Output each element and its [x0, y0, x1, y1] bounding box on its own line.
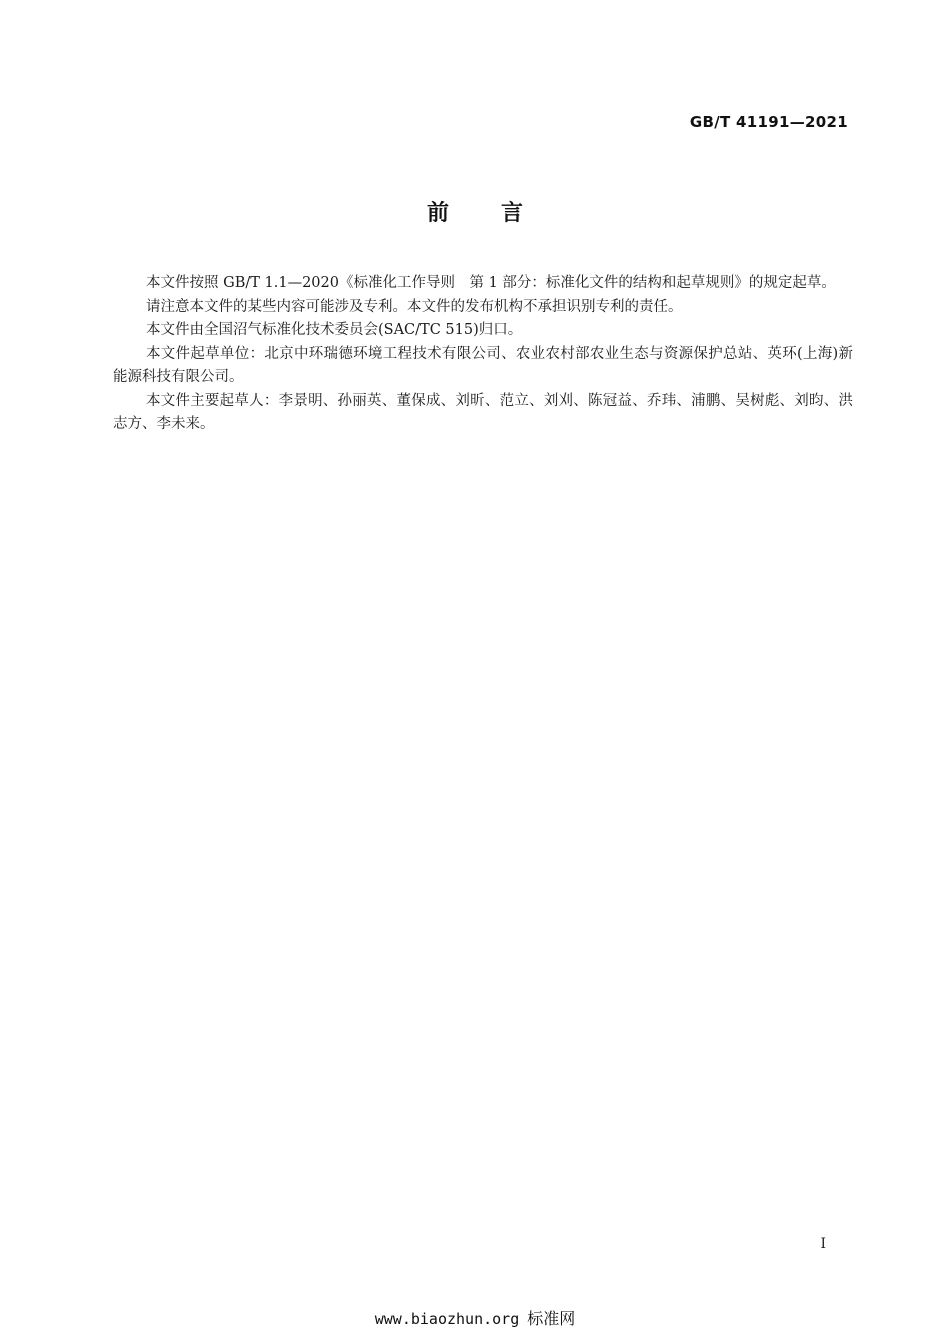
page-title: 前言: [426, 201, 575, 226]
standard-code: GB/T 41191—2021: [689, 113, 848, 131]
footer-url-link[interactable]: www.biaozhun.org: [374, 1310, 520, 1328]
page-number: I: [820, 1236, 826, 1252]
paragraph-drafting-rules: 本文件按照 GB/T 1.1—2020《标准化工作导则 第 1 部分：标准化文件的结构和起草规则》的规定起草。: [146, 275, 836, 291]
footer-site-name: 标准网: [527, 1309, 576, 1328]
preface-body: [113, 272, 853, 437]
footer: [0, 1306, 950, 1329]
paragraph-committee: 本文件由全国沼气标准化技术委员会(SAC/TC 515)归口。: [146, 322, 523, 338]
paragraph-drafters: 本文件主要起草人：李景明、孙丽英、董保成、刘昕、范立、刘刈、陈冠益、乔玮、浦鹏、吴树彪、刘昀、洪志方、李未来。: [113, 392, 853, 432]
paragraph-drafting-units: 本文件起草单位：北京中环瑞德环境工程技术有限公司、农业农村部农业生态与资源保护总站、英环(上海)新能源科技有限公司。: [113, 345, 853, 385]
paragraph-patent-notice: 请注意本文件的某些内容可能涉及专利。本文件的发布机构不承担识别专利的责任。: [146, 298, 683, 315]
